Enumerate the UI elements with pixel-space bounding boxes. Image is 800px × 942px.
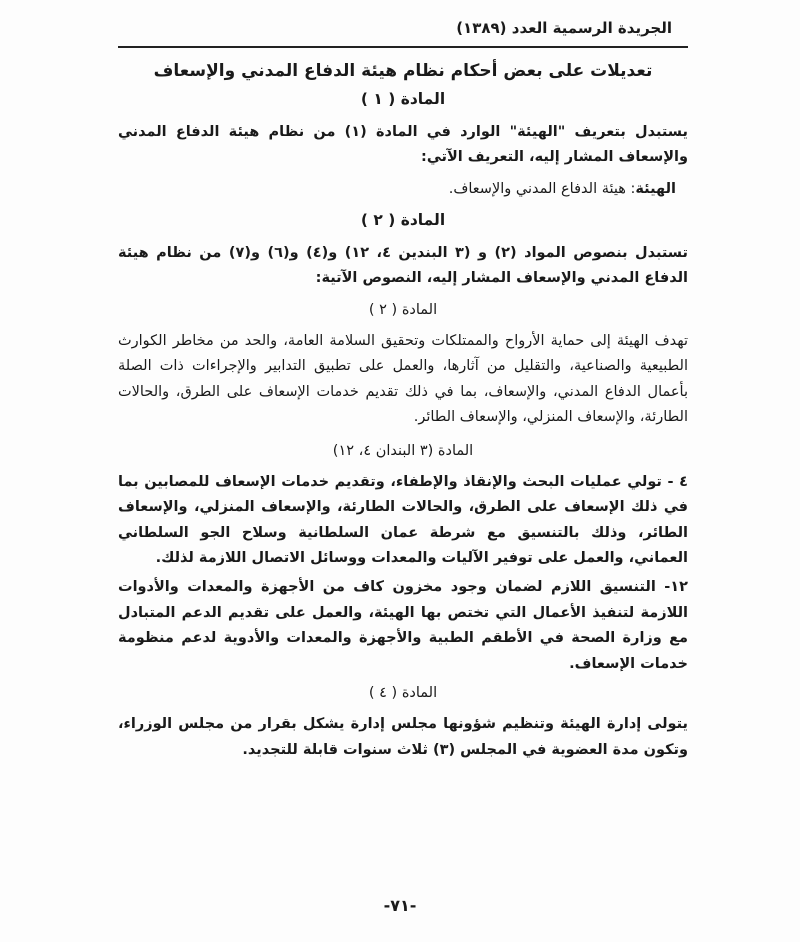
sub-article-4-heading: المادة ( ٤ ) <box>368 684 438 701</box>
document-body <box>118 58 688 769</box>
article-1-heading: المادة ( ١ ) <box>360 90 446 109</box>
page-number: -٧١- <box>383 896 417 915</box>
sub-article-4-text: يتولى إدارة الهيئة وتنظيم شؤونها مجلس إدارة يشكل بقرار من مجلس الوزراء، وتكون مدة العضوية في المجلس (٣) ثلاث سنوات قابلة للتجديد. <box>118 716 688 758</box>
running-header: الجريدة الرسمية العدد (١٣٨٩) <box>456 19 672 37</box>
clause-4: ٤ - تولي عمليات البحث والإنقاذ والإطفاء، وتقديم خدمات الإسعاف للمصابين بما في ذلك الإسعاف على الطرق، والحالات الطارئة، والإسعاف المنزلي، والإسعاف الطائر، وذلك بالتنسيق مع شرطة عمان السلطانية وسلاح الجو السلطاني العماني، والعمل على توفير الآليات والمعدات ووسائل الاتصال اللازمة لذلك. <box>118 473 688 567</box>
sub-article-3-heading: المادة (٣ البندان ٤، ١٢) <box>332 442 474 459</box>
document-title: تعديلات على بعض أحكام نظام هيئة الدفاع المدني والإسعاف <box>153 61 653 81</box>
article-2-heading: المادة ( ٢ ) <box>360 211 446 230</box>
definition-entry <box>118 177 688 202</box>
sub-article-2-heading: المادة ( ٢ ) <box>368 301 438 318</box>
sub-article-2-text: تهدف الهيئة إلى حماية الأرواح والممتلكات وتحقيق السلامة العامة، والحد من مخاطر الكوارث الطبيعية والصناعية، والتقليل من آثارها، والعمل على تطبيق التدابير والإجراءات ذات الصلة بأعمال الدفاع المدني، والإسعاف، بما في ذلك تقديم خدمات الإسعاف على الطرق، والحالات الطارئة، والإسعاف المنزلي، والإسعاف الطائر. <box>118 333 688 426</box>
definition-term: الهيئة <box>635 180 676 197</box>
header-divider <box>118 46 688 48</box>
definition-text: : هيئة الدفاع المدني والإسعاف. <box>448 180 636 197</box>
article-1-text: يستبدل بتعريف "الهيئة" الوارد في المادة (١) من نظام هيئة الدفاع المدني والإسعاف المشار إليه، التعريف الآتي: <box>118 123 688 166</box>
clause-12: ١٢- التنسيق اللازم لضمان وجود مخزون كاف من الأجهزة والمعدات والأدوات اللازمة لتنفيذ الأعمال التي تختص بها الهيئة، والعمل على تقديم الدعم المتبادل مع وزارة الصحة في الأطقم الطبية والأجهزة والمعدات والأدوية لدعم منظومة خدمات الإسعاف. <box>118 579 688 672</box>
article-2-text: تستبدل بنصوص المواد (٢) و (٣ البندين ٤، ١٢) و(٤) و(٦) و(٧) من نظام هيئة الدفاع المدني والإسعاف المشار إليه، النصوص الآتية: <box>118 244 688 287</box>
